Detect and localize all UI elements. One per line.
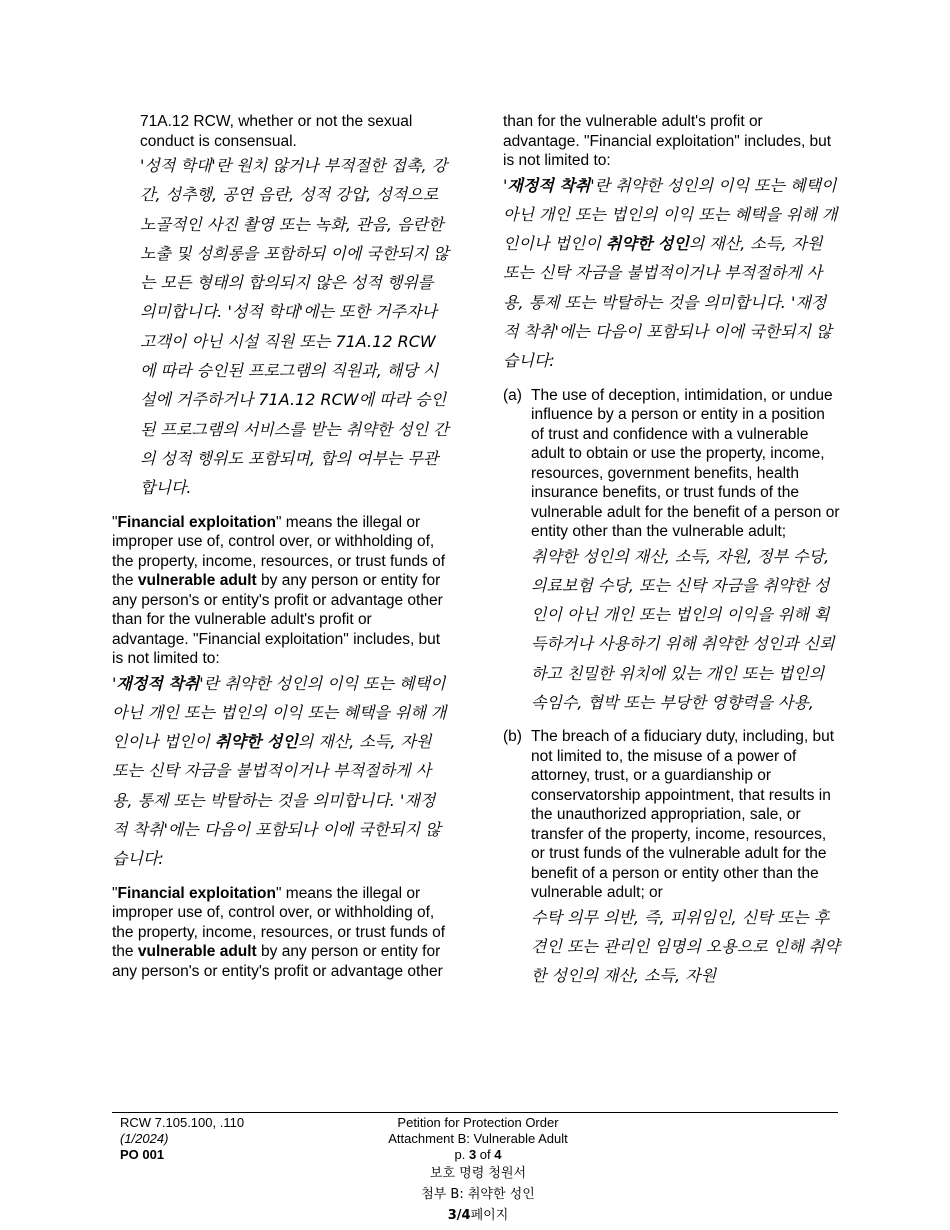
list-marker: (b) bbox=[503, 728, 522, 746]
continued-definition-ko: '성적 학대'란 원치 않거나 부적절한 접촉, 강간, 성추행, 공연 음란, 성적 강압, 성적으로 노골적인 사진 촬영 또는 녹화, 관음, 음란한 노출 및 성희롱을 포함하되 이에 국한되지 않는 모든 형태의 합의되지 않은 성적 행위를 의미합니다. '성적 학대'에는 또한 거주자나 고객이 아닌 시설 직원 또는 71A.12 RCW에 따라 승인된 프로그램의 직원과, 해당 시설에 거주하거나 71A.12 RCW에 따라 승인된 프로그램의 서비스를 받는 취약한 성인 간의 성적 행위도 포함되며, 합의 여부는 무관합니다. bbox=[140, 156, 449, 498]
list-marker: (a) bbox=[503, 386, 522, 404]
continued-definition-ko: '재정적 착취'란 취약한 성인의 이익 또는 혜택이 아닌 개인 또는 법인의 이익 또는 혜택을 위해 개인이나 법인이 취약한 성인의 재산, 소득, 자원 또는 신탁 자금을 불법적이거나 부적절하게 사용, 통제 또는 박탈하는 것을 의미합니다. '재정적 착취'에는 다음이 포함되나 이에 국한되지 않습니다: bbox=[503, 175, 838, 371]
list-item-a: (a) The use of deception, intimidation, or undue influence by a person or entity in a position of trust and confidence with a vulnerable adult to obtain or use the property, income, resources, government benefits, health insurance benefits, or trust funds of the vulnerable adult for the benefit of a person or entity other than the vulnerable adult; 취약한 성인의 재산, 소득, 자원, 정부 수당, 의료보험 수당, 또는 신탁 자금을 취약한 성인이 아닌 개인 또는 법인의 이익을 위해 획득하거나 사용하기 위해 취약한 성인과 신뢰하고 친밀한 위치에 있는 개인 또는 법인의 속임수, 협박 또는 부당한 영향력을 사용, bbox=[503, 386, 840, 713]
defined-term-link: vulnerable adult bbox=[137, 572, 257, 590]
financial-exploitation-definition-repeat: "Financial exploitation" means the illegal or improper use of, control over, or withholding of, the property, income, resources, or trust funds of the vulnerable adult by any person or entity for any person's or entity's profit or advantage other bbox=[112, 884, 446, 980]
footer-form-info: RCW 7.105.100, .110 (1/2024) PO 001 bbox=[120, 1115, 245, 1162]
page-footer bbox=[112, 1112, 838, 1223]
page-number: p. 3 of 4 bbox=[454, 1147, 502, 1162]
right-column bbox=[503, 112, 841, 991]
financial-exploitation-definition: "Financial exploitation" means the illegal or improper use of, control over, or withholding of, the property, income, resources, or trust funds of the vulnerable adult by any person or entity for any person's or entity's profit or advantage other than for the vulnerable adult's profit or advantage. "Financial exploitation" includes, but is not limited to: bbox=[112, 513, 446, 668]
continued-definition: than for the vulnerable adult's profit or advantage. "Financial exploitation" includes, but is not limited to: bbox=[503, 113, 832, 169]
left-column bbox=[112, 112, 450, 981]
financial-exploitation-definition-ko: '재정적 착취'란 취약한 성인의 이익 또는 혜택이 아닌 개인 또는 법인의 이익 또는 혜택을 위해 개인이나 법인이 취약한 성인의 재산, 소득, 자원 또는 신탁 자금을 불법적이거나 부적절하게 사용, 통제 또는 박탈하는 것을 의미합니다. '재정적 착취'에는 다음이 포함되나 이에 국한되지 않습니다: bbox=[112, 673, 447, 869]
page-number-ko: 3/4페이지 bbox=[447, 1208, 509, 1223]
continued-definition: 71A.12 RCW, whether or not the sexual conduct is consensual. bbox=[140, 113, 413, 150]
list-item-b: (b) The breach of a fiduciary duty, including, but not limited to, the misuse of a power of attorney, trust, or a guardianship or conservatorship appointment, that results in the unauthorized appropriation, sale, or transfer of the property, income, resources, or trust funds of the vulnerable adult for the benefit of a person or entity other than the vulnerable adult; or 수탁 의무 의반, 즉, 피위임인, 신탁 또는 후견인 또는 관리인 임명의 오용으로 인해 취약한 성인의 재산, 소득, 자원 bbox=[503, 728, 840, 986]
defined-term: Financial exploitation bbox=[117, 513, 276, 531]
footer-title: Petition for Protection Order Attachment B: Vulnerable Adult p. 3 of 4 보호 명령 청원서 첨부 B: 취약한 성인 3/4페이지 bbox=[112, 1115, 844, 1226]
